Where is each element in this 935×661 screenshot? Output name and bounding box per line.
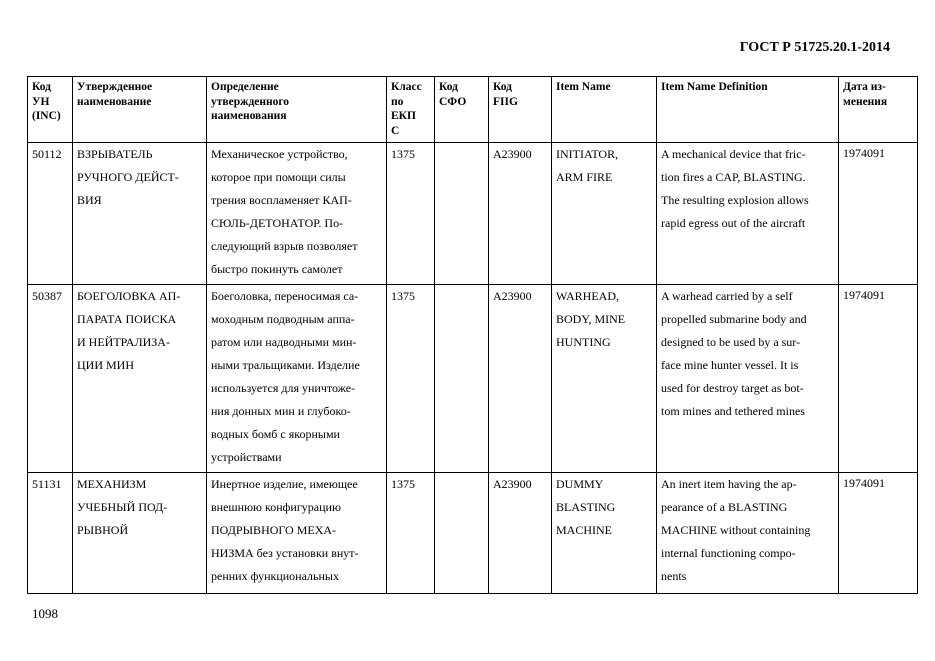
class-cell: 1375 bbox=[387, 285, 435, 473]
sfo-code-cell bbox=[435, 143, 489, 285]
approved-name-cell: БОЕГОЛОВКА АП- ПАРАТА ПОИСКА И НЕЙТРАЛИЗА- ЦИИ МИН bbox=[73, 285, 207, 473]
change-date-cell: 1974091 bbox=[839, 143, 918, 285]
column-header-item-name-definition: Item Name Definition bbox=[657, 77, 839, 143]
column-header-inc-code: Код УН (INC) bbox=[28, 77, 73, 143]
table-row bbox=[28, 473, 918, 594]
classification-table bbox=[27, 76, 918, 594]
column-header-fiig-code: Код FIIG bbox=[489, 77, 552, 143]
definition-cell: Механическое устройство, которое при помощи силы трения воспламеняет КАП- СЮЛЬ-ДЕТОНАТОР. По- следующий взрыв позволяет быстро покинуть самолет bbox=[207, 143, 387, 285]
column-header-approved-name: Утвержденное наименование bbox=[73, 77, 207, 143]
fiig-code-cell: A23900 bbox=[489, 285, 552, 473]
fiig-code-cell: A23900 bbox=[489, 143, 552, 285]
definition-cell: Инертное изделие, имеющее внешнюю конфигурацию ПОДРЫВНОГО МЕХА- НИЗМА без установки внут- ренних функциональных bbox=[207, 473, 387, 594]
class-cell: 1375 bbox=[387, 473, 435, 594]
sfo-code-cell bbox=[435, 473, 489, 594]
definition-cell: Боеголовка, переносимая са- моходным подводным аппа- ратом или надводными мин- ными тральщиками. Изделие используется для уничтоже- ния донных мин и глубоко- водных бомб с якорными устройствами bbox=[207, 285, 387, 473]
item-definition-cell: A warhead carried by a self propelled submarine body and designed to be used by a sur- face mine hunter vessel. It is used for destroy target as bot- tom mines and tethered mines bbox=[657, 285, 839, 473]
inc-code-cell: 50112 bbox=[28, 143, 73, 285]
page-number: 1098 bbox=[32, 606, 58, 621]
item-name-cell: DUMMY BLASTING MACHINE bbox=[552, 473, 657, 594]
table-row bbox=[28, 285, 918, 473]
item-name-cell: INITIATOR, ARM FIRE bbox=[552, 143, 657, 285]
item-definition-cell: An inert item having the ap- pearance of a BLASTING MACHINE without containing internal functioning compo- nents bbox=[657, 473, 839, 594]
column-header-class: Класс по ЕКП С bbox=[387, 77, 435, 143]
fiig-code-cell: A23900 bbox=[489, 473, 552, 594]
change-date-cell: 1974091 bbox=[839, 473, 918, 594]
inc-code-cell: 50387 bbox=[28, 285, 73, 473]
approved-name-cell: ВЗРЫВАТЕЛЬ РУЧНОГО ДЕЙСТ- ВИЯ bbox=[73, 143, 207, 285]
column-header-item-name: Item Name bbox=[552, 77, 657, 143]
item-definition-cell: A mechanical device that fric- tion fires a CAP, BLASTING. The resulting explosion allows rapid egress out of the aircraft bbox=[657, 143, 839, 285]
document-standard-header: ГОСТ Р 51725.20.1-2014 bbox=[739, 40, 890, 55]
sfo-code-cell bbox=[435, 285, 489, 473]
column-header-change-date: Дата из- менения bbox=[839, 77, 918, 143]
inc-code-cell: 51131 bbox=[28, 473, 73, 594]
change-date-cell: 1974091 bbox=[839, 285, 918, 473]
table-row bbox=[28, 143, 918, 285]
item-name-cell: WARHEAD, BODY, MINE HUNTING bbox=[552, 285, 657, 473]
approved-name-cell: МЕХАНИЗМ УЧЕБНЫЙ ПОД- РЫВНОЙ bbox=[73, 473, 207, 594]
column-header-definition: Определение утвержденного наименования bbox=[207, 77, 387, 143]
class-cell: 1375 bbox=[387, 143, 435, 285]
table-header-row bbox=[28, 77, 918, 143]
column-header-sfo-code: Код СФО bbox=[435, 77, 489, 143]
